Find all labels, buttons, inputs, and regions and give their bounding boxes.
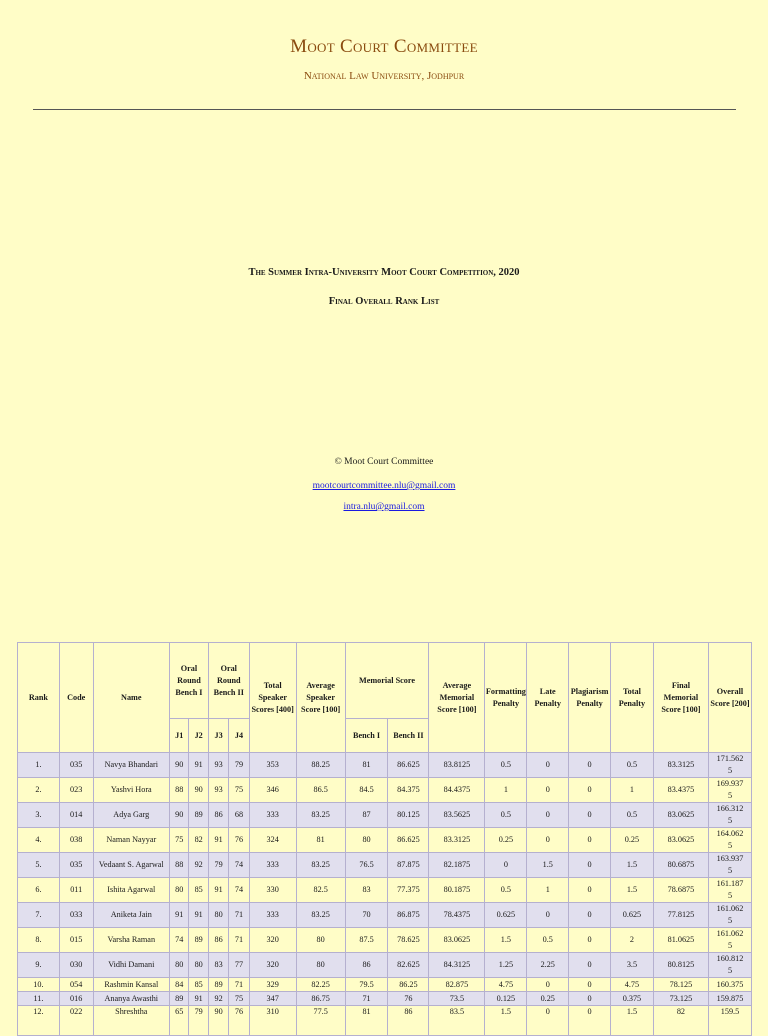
table-row (18, 928, 752, 953)
table-row (18, 828, 752, 853)
name-cell: Varsha Raman (93, 928, 170, 953)
final-memorial-cell: 82 (653, 1006, 708, 1036)
plagiarism-penalty-cell: 0 (569, 1006, 611, 1036)
overall-score-cell: 161.0625 (708, 903, 751, 928)
code-cell: 014 (59, 803, 93, 828)
plagiarism-penalty-cell: 0 (569, 992, 611, 1006)
j4-cell: 76 (229, 828, 249, 853)
final-memorial-cell: 81.0625 (653, 928, 708, 953)
header-j1: J1 (170, 719, 189, 753)
code-cell: 016 (59, 992, 93, 1006)
final-memorial-cell: 80.8125 (653, 953, 708, 978)
memorial-bench-1-cell: 83 (345, 878, 388, 903)
memorial-bench-1-cell: 84.5 (345, 778, 388, 803)
late-penalty-cell: 0 (527, 978, 569, 992)
average-memorial-cell: 83.0625 (429, 928, 485, 953)
rank-cell: 9. (18, 953, 60, 978)
plagiarism-penalty-cell: 0 (569, 753, 611, 778)
j3-cell: 83 (208, 953, 228, 978)
table-row (18, 953, 752, 978)
formatting-penalty-cell: 1.5 (485, 928, 527, 953)
j2-cell: 89 (189, 803, 208, 828)
average-speaker-cell: 83.25 (296, 903, 345, 928)
code-cell: 023 (59, 778, 93, 803)
j3-cell: 92 (208, 992, 228, 1006)
plagiarism-penalty-cell: 0 (569, 903, 611, 928)
overall-score-cell: 161.0625 (708, 928, 751, 953)
total-speaker-cell: 346 (249, 778, 296, 803)
final-memorial-cell: 83.0625 (653, 828, 708, 853)
name-cell: Naman Nayyar (93, 828, 170, 853)
memorial-bench-2-cell: 78.625 (388, 928, 429, 953)
total-penalty-cell: 2 (611, 928, 654, 953)
total-penalty-cell: 0.25 (611, 828, 654, 853)
total-penalty-cell: 1.5 (611, 1006, 654, 1036)
header-code: Code (59, 643, 93, 753)
overall-score-cell: 160.375 (708, 978, 751, 992)
memorial-bench-2-cell: 86 (388, 1006, 429, 1036)
rank-cell: 3. (18, 803, 60, 828)
header-total-speaker: Total Speaker Scores [400] (249, 643, 296, 753)
j1-cell: 80 (170, 878, 189, 903)
memorial-bench-2-cell: 86.625 (388, 828, 429, 853)
table-row (18, 853, 752, 878)
memorial-bench-2-cell: 86.625 (388, 753, 429, 778)
j3-cell: 93 (208, 778, 228, 803)
average-memorial-cell: 83.8125 (429, 753, 485, 778)
name-cell: Navya Bhandari (93, 753, 170, 778)
memorial-bench-2-cell: 84.375 (388, 778, 429, 803)
table-row (18, 778, 752, 803)
average-speaker-cell: 86.75 (296, 992, 345, 1006)
total-speaker-cell: 320 (249, 928, 296, 953)
memorial-bench-2-cell: 80.125 (388, 803, 429, 828)
rank-list-title: Final Overall Rank List (328, 296, 440, 307)
j2-cell: 91 (189, 753, 208, 778)
j4-cell: 74 (229, 878, 249, 903)
average-memorial-cell: 83.5 (429, 1006, 485, 1036)
rank-cell: 5. (18, 853, 60, 878)
total-speaker-cell: 329 (249, 978, 296, 992)
code-cell: 035 (59, 853, 93, 878)
average-memorial-cell: 82.875 (429, 978, 485, 992)
total-penalty-cell: 4.75 (611, 978, 654, 992)
memorial-bench-1-cell: 80 (345, 828, 388, 853)
j3-cell: 80 (208, 903, 228, 928)
j4-cell: 71 (229, 978, 249, 992)
formatting-penalty-cell: 0.5 (485, 878, 527, 903)
j3-cell: 93 (208, 753, 228, 778)
name-cell: Shreshtha (93, 1006, 170, 1036)
table-row (18, 878, 752, 903)
code-cell: 030 (59, 953, 93, 978)
j2-cell: 90 (189, 778, 208, 803)
average-memorial-cell: 73.5 (429, 992, 485, 1006)
j1-cell: 89 (170, 992, 189, 1006)
formatting-penalty-cell: 1.25 (485, 953, 527, 978)
overall-score-cell: 163.9375 (708, 853, 751, 878)
header-memorial-score: Memorial Score (345, 643, 429, 719)
late-penalty-cell: 0 (527, 753, 569, 778)
memorial-bench-1-cell: 81 (345, 1006, 388, 1036)
header-overall-score: Overall Score [200] (708, 643, 751, 753)
total-speaker-cell: 353 (249, 753, 296, 778)
memorial-bench-1-cell: 87.5 (345, 928, 388, 953)
competition-title: The Summer Intra-University Moot Court Competition, 2020 (248, 267, 520, 278)
formatting-penalty-cell: 0.25 (485, 828, 527, 853)
average-memorial-cell: 84.4375 (429, 778, 485, 803)
total-speaker-cell: 333 (249, 903, 296, 928)
overall-score-cell: 159.5 (708, 1006, 751, 1036)
total-penalty-cell: 0.5 (611, 803, 654, 828)
final-memorial-cell: 80.6875 (653, 853, 708, 878)
memorial-bench-2-cell: 76 (388, 992, 429, 1006)
formatting-penalty-cell: 0.625 (485, 903, 527, 928)
j3-cell: 91 (208, 828, 228, 853)
name-cell: Adya Garg (93, 803, 170, 828)
j2-cell: 91 (189, 903, 208, 928)
j4-cell: 76 (229, 1006, 249, 1036)
memorial-bench-1-cell: 86 (345, 953, 388, 978)
committee-email-link[interactable]: mootcourtcommittee.nlu@gmail.com (312, 481, 456, 491)
copyright-notice: © Moot Court Committee (334, 457, 434, 467)
memorial-bench-1-cell: 70 (345, 903, 388, 928)
late-penalty-cell: 0.5 (527, 928, 569, 953)
rank-cell: 6. (18, 878, 60, 903)
total-speaker-cell: 347 (249, 992, 296, 1006)
header-late-penalty: Late Penalty (527, 643, 569, 753)
late-penalty-cell: 1.5 (527, 853, 569, 878)
j3-cell: 86 (208, 803, 228, 828)
plagiarism-penalty-cell: 0 (569, 853, 611, 878)
plagiarism-penalty-cell: 0 (569, 803, 611, 828)
formatting-penalty-cell: 1 (485, 778, 527, 803)
j2-cell: 80 (189, 953, 208, 978)
total-penalty-cell: 1.5 (611, 853, 654, 878)
overall-score-cell: 169.9375 (708, 778, 751, 803)
name-cell: Ananya Awasthi (93, 992, 170, 1006)
final-memorial-cell: 78.6875 (653, 878, 708, 903)
code-cell: 054 (59, 978, 93, 992)
table-row (18, 1006, 752, 1036)
overall-score-cell: 166.3125 (708, 803, 751, 828)
j1-cell: 90 (170, 753, 189, 778)
header-final-memorial: Final Memorial Score [100] (653, 643, 708, 753)
total-speaker-cell: 320 (249, 953, 296, 978)
header-total-penalty: Total Penalty (611, 643, 654, 753)
j4-cell: 79 (229, 753, 249, 778)
code-cell: 022 (59, 1006, 93, 1036)
plagiarism-penalty-cell: 0 (569, 778, 611, 803)
average-speaker-cell: 86.5 (296, 778, 345, 803)
j3-cell: 89 (208, 978, 228, 992)
average-memorial-cell: 82.1875 (429, 853, 485, 878)
header-memorial-bench-2: Bench II (388, 719, 429, 753)
name-cell: Vedaant S. Agarwal (93, 853, 170, 878)
j4-cell: 71 (229, 928, 249, 953)
j2-cell: 85 (189, 878, 208, 903)
name-cell: Rashmin Kansal (93, 978, 170, 992)
total-penalty-cell: 0.625 (611, 903, 654, 928)
j3-cell: 79 (208, 853, 228, 878)
formatting-penalty-cell: 0.125 (485, 992, 527, 1006)
late-penalty-cell: 0 (527, 1006, 569, 1036)
late-penalty-cell: 0 (527, 903, 569, 928)
header-rank: Rank (18, 643, 60, 753)
memorial-bench-1-cell: 71 (345, 992, 388, 1006)
late-penalty-cell: 0 (527, 828, 569, 853)
formatting-penalty-cell: 0 (485, 853, 527, 878)
average-speaker-cell: 77.5 (296, 1006, 345, 1036)
j2-cell: 82 (189, 828, 208, 853)
overall-score-cell: 164.0625 (708, 828, 751, 853)
j1-cell: 90 (170, 803, 189, 828)
final-memorial-cell: 78.125 (653, 978, 708, 992)
total-penalty-cell: 0.375 (611, 992, 654, 1006)
name-cell: Aniketa Jain (93, 903, 170, 928)
name-cell: Vidhi Damani (93, 953, 170, 978)
final-memorial-cell: 77.8125 (653, 903, 708, 928)
j1-cell: 74 (170, 928, 189, 953)
overall-score-cell: 159.875 (708, 992, 751, 1006)
plagiarism-penalty-cell: 0 (569, 978, 611, 992)
average-speaker-cell: 83.25 (296, 853, 345, 878)
average-memorial-cell: 84.3125 (429, 953, 485, 978)
average-speaker-cell: 80 (296, 928, 345, 953)
final-memorial-cell: 73.125 (653, 992, 708, 1006)
total-speaker-cell: 333 (249, 853, 296, 878)
j4-cell: 71 (229, 903, 249, 928)
average-speaker-cell: 80 (296, 953, 345, 978)
memorial-bench-2-cell: 86.875 (388, 903, 429, 928)
late-penalty-cell: 1 (527, 878, 569, 903)
average-memorial-cell: 83.3125 (429, 828, 485, 853)
overall-score-cell: 171.5625 (708, 753, 751, 778)
header-j2: J2 (189, 719, 208, 753)
organization-title: Moot Court Committee (290, 36, 478, 57)
table-row (18, 803, 752, 828)
j1-cell: 80 (170, 953, 189, 978)
late-penalty-cell: 0.25 (527, 992, 569, 1006)
memorial-bench-2-cell: 77.375 (388, 878, 429, 903)
formatting-penalty-cell: 1.5 (485, 1006, 527, 1036)
average-memorial-cell: 83.5625 (429, 803, 485, 828)
average-speaker-cell: 82.25 (296, 978, 345, 992)
late-penalty-cell: 0 (527, 778, 569, 803)
memorial-bench-1-cell: 87 (345, 803, 388, 828)
header-formatting-penalty: Formatting Penalty (485, 643, 527, 753)
header-memorial-bench-1: Bench I (345, 719, 388, 753)
late-penalty-cell: 2.25 (527, 953, 569, 978)
formatting-penalty-cell: 0.5 (485, 753, 527, 778)
average-memorial-cell: 80.1875 (429, 878, 485, 903)
header-oral-bench-1: Oral Round Bench I (170, 643, 209, 719)
memorial-bench-2-cell: 86.25 (388, 978, 429, 992)
final-memorial-cell: 83.0625 (653, 803, 708, 828)
plagiarism-penalty-cell: 0 (569, 953, 611, 978)
plagiarism-penalty-cell: 0 (569, 828, 611, 853)
table-row (18, 753, 752, 778)
header-average-speaker: Average Speaker Score [100] (296, 643, 345, 753)
code-cell: 035 (59, 753, 93, 778)
j1-cell: 65 (170, 1006, 189, 1036)
code-cell: 033 (59, 903, 93, 928)
memorial-bench-1-cell: 76.5 (345, 853, 388, 878)
rank-cell: 7. (18, 903, 60, 928)
header-j3: J3 (208, 719, 228, 753)
average-speaker-cell: 81 (296, 828, 345, 853)
late-penalty-cell: 0 (527, 803, 569, 828)
table-row (18, 992, 752, 1006)
j4-cell: 75 (229, 778, 249, 803)
header-oral-bench-2: Oral Round Bench II (208, 643, 249, 719)
rank-cell: 11. (18, 992, 60, 1006)
rank-cell: 4. (18, 828, 60, 853)
j3-cell: 90 (208, 1006, 228, 1036)
total-speaker-cell: 330 (249, 878, 296, 903)
code-cell: 015 (59, 928, 93, 953)
total-penalty-cell: 0.5 (611, 753, 654, 778)
final-memorial-cell: 83.3125 (653, 753, 708, 778)
j4-cell: 77 (229, 953, 249, 978)
j3-cell: 91 (208, 878, 228, 903)
formatting-penalty-cell: 0.5 (485, 803, 527, 828)
header-name: Name (93, 643, 170, 753)
memorial-bench-1-cell: 81 (345, 753, 388, 778)
total-penalty-cell: 1 (611, 778, 654, 803)
total-speaker-cell: 333 (249, 803, 296, 828)
j4-cell: 75 (229, 992, 249, 1006)
rank-cell: 10. (18, 978, 60, 992)
header-divider (33, 109, 736, 110)
j3-cell: 86 (208, 928, 228, 953)
j4-cell: 68 (229, 803, 249, 828)
name-cell: Ishita Agarwal (93, 878, 170, 903)
rank-table (17, 642, 752, 1036)
code-cell: 038 (59, 828, 93, 853)
rank-cell: 1. (18, 753, 60, 778)
j2-cell: 91 (189, 992, 208, 1006)
name-cell: Yashvi Hora (93, 778, 170, 803)
total-penalty-cell: 3.5 (611, 953, 654, 978)
table-row (18, 903, 752, 928)
header-average-memorial: Average Memorial Score [100] (429, 643, 485, 753)
university-name: National Law University, Jodhpur (303, 70, 465, 82)
overall-score-cell: 161.1875 (708, 878, 751, 903)
j4-cell: 74 (229, 853, 249, 878)
total-penalty-cell: 1.5 (611, 878, 654, 903)
overall-score-cell: 160.8125 (708, 953, 751, 978)
j1-cell: 75 (170, 828, 189, 853)
rank-cell: 12. (18, 1006, 60, 1036)
j2-cell: 92 (189, 853, 208, 878)
total-speaker-cell: 324 (249, 828, 296, 853)
code-cell: 011 (59, 878, 93, 903)
rank-cell: 2. (18, 778, 60, 803)
j2-cell: 85 (189, 978, 208, 992)
plagiarism-penalty-cell: 0 (569, 878, 611, 903)
memorial-bench-1-cell: 79.5 (345, 978, 388, 992)
rank-cell: 8. (18, 928, 60, 953)
average-speaker-cell: 88.25 (296, 753, 345, 778)
average-speaker-cell: 82.5 (296, 878, 345, 903)
formatting-penalty-cell: 4.75 (485, 978, 527, 992)
j1-cell: 91 (170, 903, 189, 928)
plagiarism-penalty-cell: 0 (569, 928, 611, 953)
header-j4: J4 (229, 719, 249, 753)
total-speaker-cell: 310 (249, 1006, 296, 1036)
table-row (18, 978, 752, 992)
header-plagiarism-penalty: Plagiarism Penalty (569, 643, 611, 753)
intra-email-link[interactable]: intra.nlu@gmail.com (343, 502, 425, 512)
j1-cell: 88 (170, 778, 189, 803)
final-memorial-cell: 83.4375 (653, 778, 708, 803)
j2-cell: 89 (189, 928, 208, 953)
j1-cell: 88 (170, 853, 189, 878)
average-speaker-cell: 83.25 (296, 803, 345, 828)
j1-cell: 84 (170, 978, 189, 992)
memorial-bench-2-cell: 87.875 (388, 853, 429, 878)
average-memorial-cell: 78.4375 (429, 903, 485, 928)
memorial-bench-2-cell: 82.625 (388, 953, 429, 978)
j2-cell: 79 (189, 1006, 208, 1036)
